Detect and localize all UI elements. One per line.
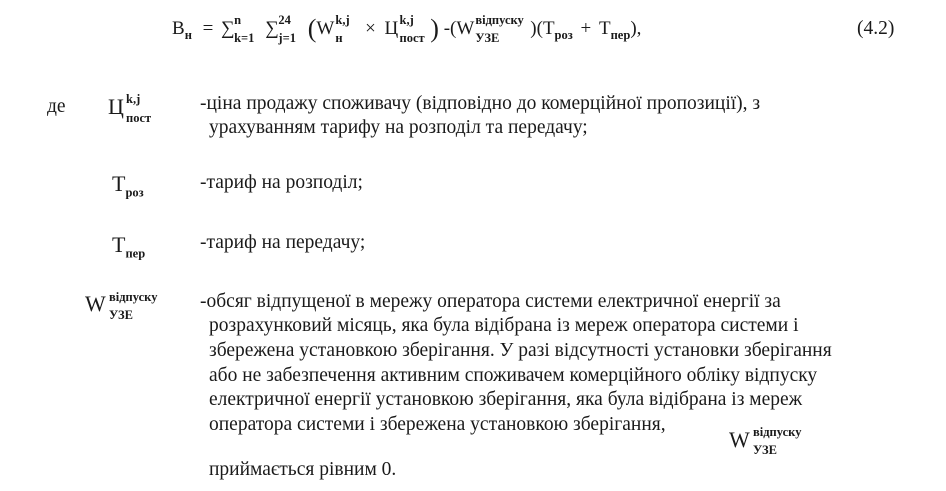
inline-wuze-sup: відпуску <box>753 425 802 439</box>
formula-lhs-sub: н <box>184 28 192 42</box>
c-letter: Ц <box>384 18 399 39</box>
troz-letter: Т <box>112 171 126 196</box>
def-tper-line-1: -тариф на передачу; <box>200 232 366 253</box>
w2-sub: УЗЕ <box>475 31 500 45</box>
def-wuze-line-7: приймається рівним 0. <box>209 459 397 480</box>
price-sub: пост <box>126 111 152 125</box>
sigma-2: ∑ <box>265 18 279 39</box>
w-letter: W <box>316 18 335 39</box>
plus-sign: + <box>580 18 592 39</box>
def-wuze-line-6: оператора системи і збережена установкою зберігання, <box>209 414 666 435</box>
formula-end: ), <box>630 18 642 39</box>
def-symbol-tper <box>112 233 145 265</box>
w2-sup: відпуску <box>475 13 524 27</box>
inline-wuze-letter: W <box>729 427 750 452</box>
def-price-line-1: -ціна продажу споживачу (відповідно до комерційної пропозиції), з <box>200 93 761 114</box>
times-sign: × <box>365 18 376 39</box>
paren-open: ( <box>307 14 317 43</box>
def-wuze-line-1: -обсяг відпущеної в мережу оператора системи електричної енергії за <box>200 291 781 312</box>
w-var <box>316 13 350 45</box>
formula <box>172 13 642 47</box>
formula-minus: -( <box>443 18 457 39</box>
price-letter: Ц <box>108 94 124 119</box>
t2-letter: Т <box>599 18 611 39</box>
def-price-line-2: урахуванням тарифу на розподіл та передачу; <box>209 117 588 138</box>
formula-mid: )( <box>530 18 543 39</box>
sigma-1: ∑ <box>221 18 235 39</box>
inline-symbol-wuze <box>729 425 802 457</box>
w2-var <box>456 13 524 45</box>
sum-k-sup: n <box>234 13 242 27</box>
def-wuze-line-2: розрахунковий місяць, яка була відібрана із мереж оператора системи і <box>209 315 799 336</box>
sum-k <box>221 13 255 45</box>
t2-sub: пер <box>610 28 631 42</box>
def-symbol-wuze <box>85 290 158 322</box>
wuze-sub: УЗЕ <box>109 308 133 322</box>
formula-eq: = <box>202 18 214 39</box>
sum-j <box>265 13 296 45</box>
tper-sub: пер <box>125 246 146 261</box>
sum-k-sub: k=1 <box>234 31 255 45</box>
t1-sub: роз <box>554 28 573 42</box>
c-sub: пост <box>399 31 425 45</box>
inline-wuze-sub: УЗЕ <box>753 443 777 457</box>
equation-number: (4.2) <box>857 18 895 39</box>
def-wuze-line-5: електричної енергії установкою зберігання, яка була відібрана із мереж <box>209 389 803 410</box>
w-sub: н <box>335 31 343 45</box>
formula-lhs: В <box>172 18 185 39</box>
where-label: де <box>47 96 66 117</box>
def-troz-line-1: -тариф на розподіл; <box>200 172 363 193</box>
t1-letter: Т <box>542 18 555 39</box>
def-wuze-line-3: збережена установкою зберігання. У разі відсутності установки зберігання <box>209 340 832 361</box>
sum-j-sub: j=1 <box>278 31 296 45</box>
c-var <box>384 13 425 45</box>
w2-letter: W <box>456 18 475 39</box>
c-sup: k,j <box>399 13 414 27</box>
sum-j-sup: 24 <box>278 13 291 27</box>
w-sup: k,j <box>335 13 350 27</box>
def-symbol-troz <box>112 172 144 204</box>
wuze-letter: W <box>85 291 106 316</box>
wuze-sup: відпуску <box>109 290 158 304</box>
def-symbol-price <box>108 92 152 125</box>
tper-letter: Т <box>112 232 126 257</box>
def-wuze-line-4: або не забезпечення активним споживачем комерційного обліку відпуску <box>209 365 818 386</box>
price-sup: k,j <box>126 92 141 106</box>
paren-close: ) <box>430 14 439 43</box>
troz-sub: роз <box>125 185 144 200</box>
